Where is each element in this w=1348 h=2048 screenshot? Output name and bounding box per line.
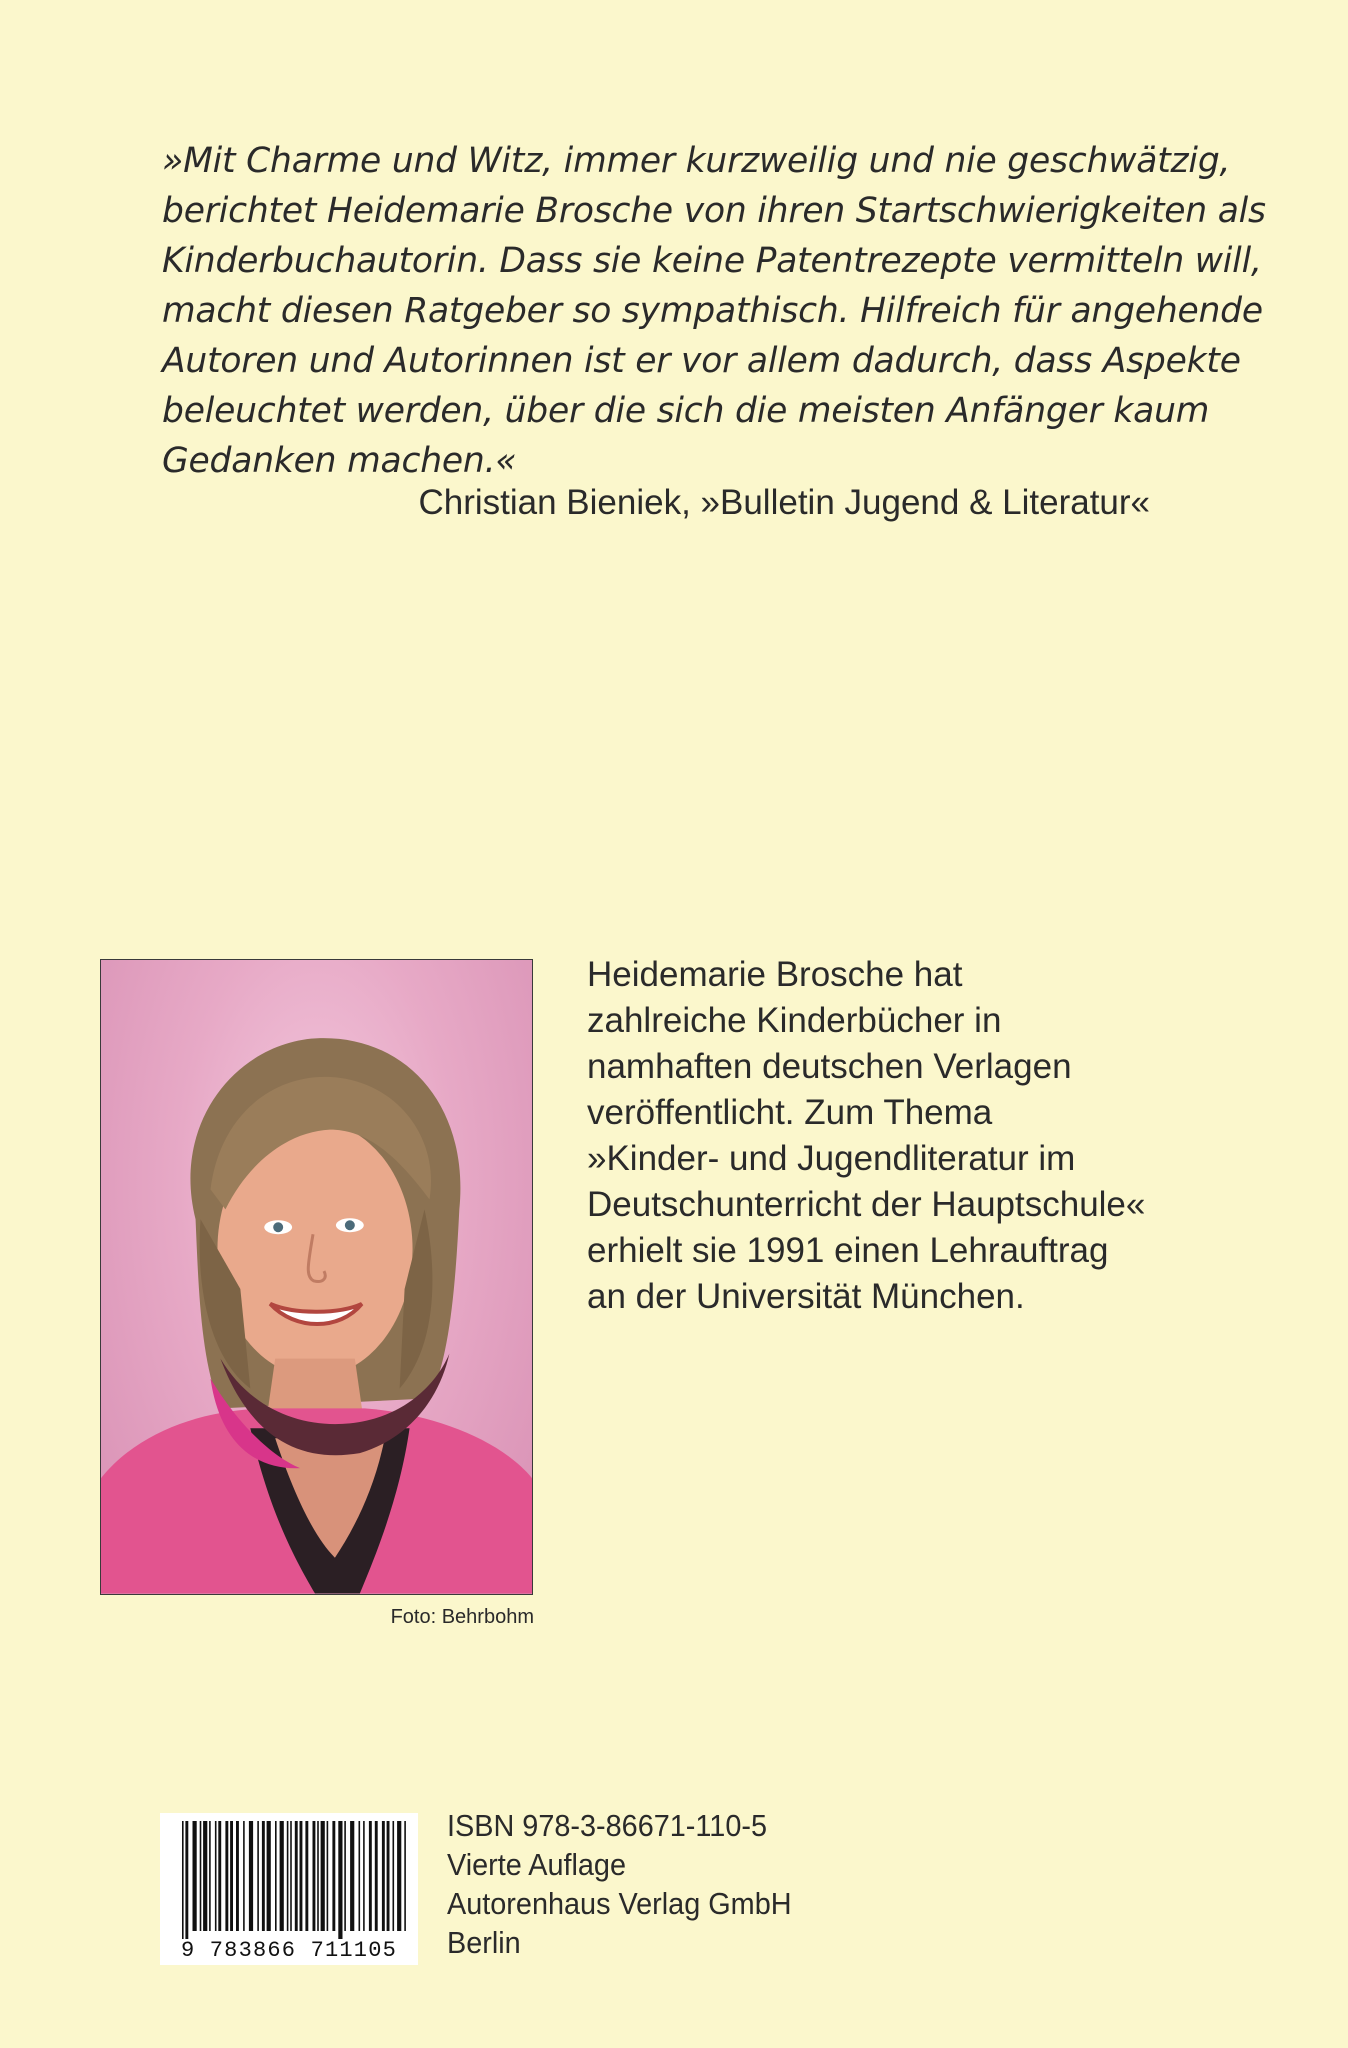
isbn-barcode bbox=[160, 1813, 418, 1965]
barcode-bar bbox=[203, 1821, 207, 1931]
isbn-number: ISBN 978-3-86671-110-5 bbox=[447, 1808, 768, 1843]
barcode-bar bbox=[249, 1821, 253, 1931]
bio-line: erhielt sie 1991 einen Lehrauftrag bbox=[587, 1231, 1109, 1270]
barcode-bar bbox=[369, 1821, 372, 1931]
barcode-bar bbox=[404, 1821, 406, 1931]
barcode-bar bbox=[327, 1821, 329, 1931]
publisher-info bbox=[447, 1806, 792, 1962]
author-portrait-illustration bbox=[101, 960, 532, 1594]
quote-line: berichtet Heidemarie Brosche von ihren Startschwierigkeiten als bbox=[162, 191, 1266, 231]
bio-line: zahlreiche Kinderbücher in bbox=[587, 1001, 1002, 1040]
bio-line: namhaften deutschen Verlagen bbox=[587, 1047, 1072, 1086]
publisher-name: Autorenhaus Verlag GmbH bbox=[447, 1886, 792, 1921]
barcode-bar bbox=[295, 1821, 298, 1931]
barcode-bar bbox=[350, 1821, 354, 1931]
barcode-bar bbox=[387, 1821, 390, 1931]
edition: Vierte Auflage bbox=[447, 1847, 626, 1882]
quote-line: beleuchtet werden, über die sich die meisten Anfänger kaum bbox=[162, 391, 1210, 431]
quote-line: Gedanken machen.« bbox=[162, 441, 517, 481]
quote-line: »Mit Charme und Witz, immer kurzweilig und nie geschwätzig, bbox=[162, 141, 1231, 181]
barcode-bar bbox=[257, 1821, 259, 1931]
barcode-bar bbox=[363, 1821, 365, 1931]
barcode-bar bbox=[185, 1821, 188, 1939]
barcode-bar bbox=[393, 1821, 395, 1931]
author-photo bbox=[100, 959, 533, 1595]
barcode-bar bbox=[382, 1821, 385, 1931]
barcode-bar bbox=[290, 1821, 292, 1931]
review-quote bbox=[162, 136, 1266, 486]
publisher-city: Berlin bbox=[447, 1925, 521, 1960]
barcode-bar bbox=[267, 1821, 271, 1931]
barcode-bar bbox=[313, 1821, 316, 1931]
bio-line: Deutschunterricht der Hauptschule« bbox=[587, 1185, 1146, 1224]
barcode-digits: 9 783866 711105 bbox=[180, 1938, 398, 1963]
barcode-bar bbox=[317, 1821, 319, 1931]
barcode-bar bbox=[287, 1821, 289, 1931]
bio-line: an der Universität München. bbox=[587, 1277, 1025, 1316]
barcode-bar bbox=[262, 1821, 265, 1931]
barcode-bar bbox=[200, 1821, 202, 1931]
barcode-bar bbox=[182, 1821, 184, 1939]
barcode-bar bbox=[209, 1821, 211, 1931]
barcode-bar bbox=[215, 1821, 217, 1931]
barcode-bar bbox=[230, 1821, 233, 1931]
barcode-bar bbox=[300, 1821, 303, 1931]
barcode-bar bbox=[275, 1821, 277, 1931]
barcode-bar bbox=[321, 1821, 325, 1931]
barcode-graphic bbox=[160, 1813, 418, 1965]
barcode-bar bbox=[236, 1821, 239, 1931]
barcode-bar bbox=[338, 1821, 342, 1939]
barcode-bar bbox=[193, 1821, 197, 1931]
barcode-bar bbox=[332, 1821, 335, 1931]
author-bio bbox=[587, 952, 1187, 1320]
bio-line: »Kinder- und Jugendliteratur im bbox=[587, 1139, 1076, 1178]
bio-line: Heidemarie Brosche hat bbox=[587, 955, 963, 994]
quote-source: Christian Bieniek, »Bulletin Jugend & Literatur« bbox=[418, 483, 1150, 522]
quote-line: Kinderbuchautorin. Dass sie keine Patentrezepte vermitteln will, bbox=[162, 241, 1262, 281]
barcode-bar bbox=[305, 1821, 308, 1931]
quote-line: Autoren und Autorinnen ist er vor allem dadurch, dass Aspekte bbox=[162, 341, 1241, 381]
barcode-bar bbox=[344, 1821, 346, 1931]
barcode-bar bbox=[225, 1821, 228, 1931]
barcode-bar bbox=[243, 1821, 245, 1931]
barcode-bar bbox=[375, 1821, 378, 1931]
quote-line: macht diesen Ratgeber so sympathisch. Hilfreich für angehende bbox=[162, 291, 1263, 331]
bio-line: veröffentlicht. Zum Thema bbox=[587, 1093, 993, 1132]
barcode-bar bbox=[218, 1821, 221, 1931]
barcode-bar bbox=[397, 1821, 401, 1931]
barcode-bar bbox=[280, 1821, 284, 1931]
photo-credit: Foto: Behrbohm bbox=[390, 1606, 534, 1628]
barcode-bar bbox=[359, 1821, 361, 1931]
